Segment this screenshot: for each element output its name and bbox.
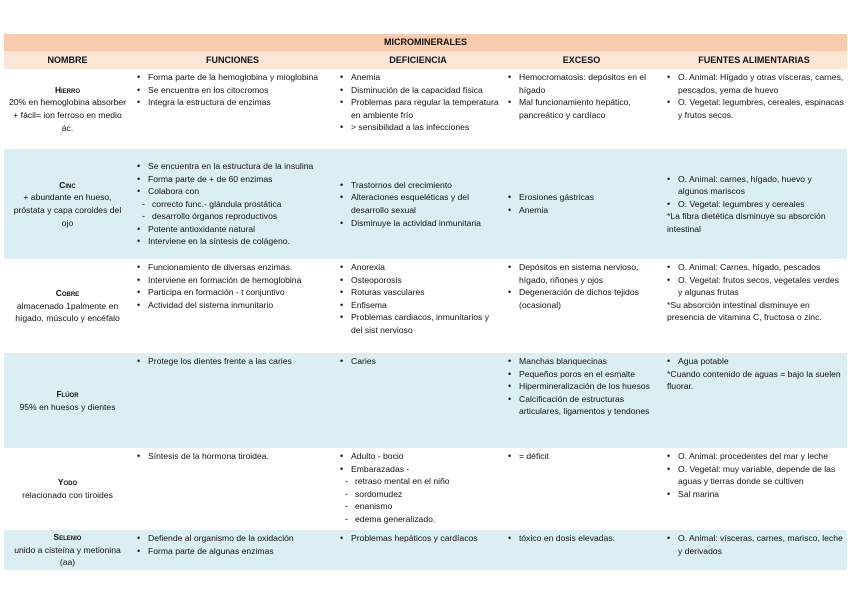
- list-item: • Erosiones gástricas: [519, 191, 658, 204]
- list-item: • Protege los dientes frente a las caries: [148, 355, 331, 368]
- list-subitem: - edema generalizado.: [351, 513, 499, 526]
- list-item: • Enfisema: [351, 299, 499, 312]
- list-item: • Interviene en formación de hemoglobina: [148, 274, 331, 287]
- cell-deficiencia: [334, 353, 502, 448]
- list-item: • O. Vegetal: legumbres, cereales, espinacas y frutos secos.: [678, 96, 844, 121]
- list-item: • Problemas hepáticos y cardíacos: [351, 532, 499, 545]
- list-item: • O. Animal: Carnes, hígado, pescados: [678, 261, 844, 274]
- list-item: • Se encuentra en la estructura de la insulina: [148, 160, 331, 173]
- cell-nombre: [4, 448, 131, 530]
- mineral-desc: relacionado con tiroides: [22, 490, 113, 500]
- list-item: • O. Animal: procedentes del mar y leche: [678, 450, 844, 463]
- list-item: • Embarazadas -: [351, 463, 499, 476]
- list-item: • Agua potable: [678, 355, 844, 368]
- table-row-cobre: [4, 259, 847, 353]
- list-item: • O. Animal: Hígado y otras vísceras, carnes, pescados, yema de huevo: [678, 71, 844, 96]
- cell-nombre: [4, 69, 131, 149]
- header-nombre: NOMBRE: [4, 51, 131, 69]
- cell-nombre: [4, 530, 131, 570]
- list-item: • O. Animal: vísceras, carnes, marisco, leche y derivados: [678, 532, 844, 557]
- cell-exceso: [502, 69, 661, 149]
- list-item: • O. Vegetal: legumbres y cereales: [678, 198, 844, 211]
- mineral-name: Hierro: [54, 84, 81, 95]
- list-item: • O. Vegetal: muy variable, depende de las aguas y tierras donde se cultiven: [678, 463, 844, 488]
- mineral-name: Flúor: [56, 388, 79, 399]
- cell-nombre: [4, 353, 131, 448]
- mineral-desc: unido a cisteína y metionina (aa): [14, 544, 121, 568]
- list-item: • Hemocromatosis: depósitos en el hígado: [519, 71, 658, 96]
- list-item: • Se encuentra en los citocromos: [148, 84, 331, 97]
- cell-deficiencia: [334, 530, 502, 570]
- cell-exceso: [502, 530, 661, 570]
- list-item: • Forma parte de + de 60 enzimas: [148, 173, 331, 186]
- cell-deficiencia: [334, 259, 502, 353]
- cell-funciones: [131, 259, 334, 353]
- list-item: • Anorexia: [351, 261, 499, 274]
- cell-fuentes: [661, 69, 847, 149]
- microminerales-table: [4, 34, 847, 570]
- table-header-row: [4, 51, 847, 69]
- list-item: • Hipermineralización de los huesos: [519, 380, 658, 393]
- mineral-name: Selenio: [53, 532, 82, 543]
- list-item: • = déficit: [519, 450, 658, 463]
- cell-nombre: [4, 259, 131, 353]
- list-item: • Disminución de la capacidad física: [351, 84, 499, 97]
- cell-deficiencia: [334, 69, 502, 149]
- list-item: • Funcionamiento de diversas enzimas.: [148, 261, 331, 274]
- mineral-name: Yodo: [57, 477, 78, 488]
- list-item: • Manchas blanquecinas: [519, 355, 658, 368]
- mineral-desc: almacenado 1palmente en hígado, músculo y encéfalo: [15, 300, 120, 324]
- cell-fuentes: [661, 530, 847, 570]
- cell-funciones: [131, 69, 334, 149]
- list-item: • Adulto - bocio: [351, 450, 499, 463]
- list-item: • Síntesis de la hormona tiroidea.: [148, 450, 331, 463]
- list-item: • Actividad del sistema inmunitario: [148, 299, 331, 312]
- list-item: • Problemas para regular la temperatura en ambiente frío: [351, 96, 499, 121]
- fuentes-note: *La fibra dietética disminuye su absorción intestinal: [667, 211, 826, 234]
- header-fuentes: FUENTES ALIMENTARIAS: [661, 51, 847, 69]
- cell-fuentes: [661, 149, 847, 259]
- cell-funciones: [131, 149, 334, 259]
- table-row-hierro: [4, 69, 847, 149]
- table-title: MICROMINERALES: [4, 34, 847, 51]
- mineral-desc: 95% en huesos y dientes: [19, 401, 116, 412]
- list-item: • > sensibilidad a las infecciones: [351, 121, 499, 134]
- header-funciones: FUNCIONES: [131, 51, 334, 69]
- cell-funciones: [131, 448, 334, 530]
- list-item: • Colabora con: [148, 185, 331, 198]
- cell-deficiencia: [334, 448, 502, 530]
- cell-fuentes: [661, 448, 847, 530]
- cell-funciones: [131, 530, 334, 570]
- cell-deficiencia: [334, 149, 502, 259]
- list-item: • Anemia: [519, 204, 658, 217]
- list-subitem: - retraso mental en el niño: [351, 475, 499, 488]
- list-item: • Potente antioxidante natural: [148, 223, 331, 236]
- mineral-name: Cinc: [59, 179, 76, 190]
- table-row-cinc: [4, 149, 847, 259]
- list-item: • O. Vegetal: frutos secos, vegetales verdes y algunas frutas: [678, 274, 844, 299]
- cell-exceso: [502, 448, 661, 530]
- list-subitem: - correcto func.- glándula prostática: [148, 198, 331, 211]
- list-item: • Defiende al organismo de la oxidación: [148, 532, 331, 545]
- list-item: • Roturas vasculares: [351, 286, 499, 299]
- header-exceso: EXCESO: [502, 51, 661, 69]
- mineral-desc: + abundante en hueso, próstata y capa coroides del ojo: [13, 192, 122, 228]
- mineral-desc: 20% en hemoglobina absorber + fácil= ion ferroso en medio ác.: [8, 97, 127, 133]
- table-row-yodo: [4, 448, 847, 530]
- list-subitem: - sordomudez: [351, 488, 499, 501]
- list-item: • Pequeños poros en el esmalte: [519, 368, 658, 381]
- list-item: • Degeneración de dichos tejidos (ocasional): [519, 286, 658, 311]
- list-item: • Interviene en la síntesis de colágeno.: [148, 235, 331, 248]
- fuentes-note: *Su absorción intestinal disminuye en presencia de vitamina C, fructosa o zinc.: [667, 299, 822, 323]
- list-item: • Integra la estructura de enzimas: [148, 96, 331, 109]
- cell-exceso: [502, 259, 661, 353]
- table-title-row: [4, 34, 847, 51]
- table-row-fluor: [4, 353, 847, 448]
- cell-fuentes: [661, 259, 847, 353]
- cell-exceso: [502, 149, 661, 259]
- list-item: • Alteraciones esqueléticas y del desarrollo sexual: [351, 191, 499, 216]
- list-item: • Sal marina: [678, 488, 844, 501]
- list-item: • Trastornos del crecimiento: [351, 179, 499, 192]
- list-item: • Anemia: [351, 71, 499, 84]
- list-item: • Osteoporosis: [351, 274, 499, 287]
- table-row-selenio: [4, 530, 847, 570]
- mineral-name: Cobre: [55, 288, 80, 299]
- list-item: • Depósitos en sistema nervioso, hígado, riñones y ojos: [519, 261, 658, 286]
- list-subitem: - desarrollo órganos reproductivos: [148, 210, 331, 223]
- header-deficiencia: DEFICIENCIA: [334, 51, 502, 69]
- list-item: • Forma parte de algunas enzimas: [148, 545, 331, 558]
- cell-nombre: [4, 149, 131, 259]
- cell-exceso: [502, 353, 661, 448]
- fuentes-note: *Cuando contenido de aguas = bajo la suelen fluorar.: [667, 368, 841, 392]
- cell-fuentes: [661, 353, 847, 448]
- list-item: • Disminuye la actividad inmunitaria: [351, 217, 499, 230]
- list-subitem: - enanismo: [351, 500, 499, 513]
- list-item: • Participa en formación - t conjuntivo: [148, 286, 331, 299]
- cell-funciones: [131, 353, 334, 448]
- list-item: • Calcificación de estructuras articulares, ligamentos y tendones: [519, 393, 658, 418]
- list-item: • tóxico en dosis elevadas.: [519, 532, 658, 545]
- list-item: • O. Animal: carnes, hígado, huevo y algunos mariscos: [678, 173, 844, 198]
- list-item: • Problemas cardiacos, inmunitarios y del sist nervioso: [351, 311, 499, 336]
- list-item: • Mal funcionamiento hepático, pancreático y cardíaco: [519, 96, 658, 121]
- list-item: • Forma parte de la hemoglobina y mioglobina: [148, 71, 331, 84]
- list-item: • Caries: [351, 355, 499, 368]
